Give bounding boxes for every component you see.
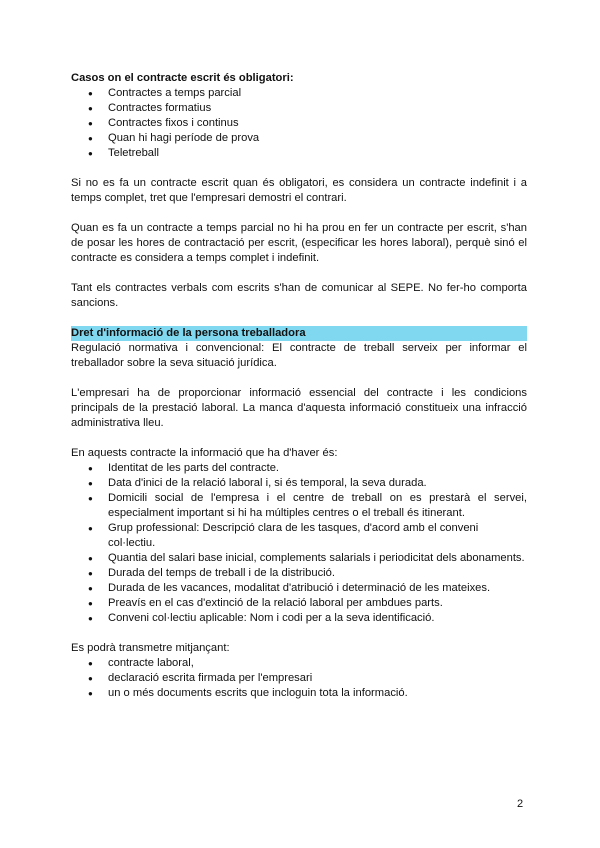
list-item: ● Identitat de les parts del contracte. — [71, 461, 527, 476]
list-item: ● Contractes formatius — [71, 101, 527, 116]
list-item: ● Quan hi hagi període de prova — [71, 131, 527, 146]
list-item: ● Durada del temps de treball i de la distribució. — [71, 566, 527, 581]
paragraph-no-written-contract: Si no es fa un contracte escrit quan és obligatori, es considera un contracte indefinit i a temps complet, tret que l'empresari demostri el contrari. — [71, 177, 527, 204]
list-item: ● un o més documents escrits que incloguin tota la informació. — [71, 686, 527, 701]
list-item: ● Teletreball — [71, 146, 527, 161]
list-item: ● Quantia del salari base inicial, complements salarials i periodicitat dels abonaments. — [71, 551, 527, 566]
written-contract-cases-list — [71, 86, 527, 161]
list-item: ● Preavís en el cas d'extinció de la relació laboral per ambdues parts. — [71, 596, 527, 611]
paragraph-list-intro: En aquests contracte la informació que ha d'haver és: — [71, 447, 338, 459]
list-item: ● Domicili social de l'empresa i el centre de treball on es prestarà el servei, especialment important si hi ha múltiples centres o el treball és itinerant. — [71, 491, 527, 521]
paragraph-employer-info: L'empresari ha de proporcionar informació essencial del contracte i les condicions principals de la prestació laboral. La manca d'aquesta informació constitueix una infracció administrativa lleu. — [71, 387, 527, 429]
list-item: ● contracte laboral, — [71, 656, 527, 671]
transmit-methods-list — [71, 656, 527, 701]
paragraph-transmit-intro: Es podrà transmetre mitjançant: — [71, 642, 230, 654]
list-item: ● Durada de les vacances, modalitat d'atribució i determinació de les mateixes. — [71, 581, 527, 596]
list-item: ● Contractes fixos i continus — [71, 116, 527, 131]
required-information-list — [71, 461, 527, 626]
section-heading-information-right: Dret d'informació de la persona treballadora — [71, 326, 527, 341]
list-item: ● Contractes a temps parcial — [71, 86, 527, 101]
list-item: ● declaració escrita firmada per l'empresari — [71, 671, 527, 686]
section-heading-written-contract: Casos on el contracte escrit és obligatori: — [71, 72, 294, 84]
list-item: ● Data d'inici de la relació laboral i, si és temporal, la seva durada. — [71, 476, 527, 491]
page-number: 2 — [517, 798, 524, 810]
page-content — [71, 71, 527, 701]
list-item: ● Conveni col·lectiu aplicable: Nom i codi per a la seva identificació. — [71, 611, 527, 626]
list-item: ● Grup professional: Descripció clara de les tasques, d'acord amb el conveni col·lectiu. — [71, 521, 527, 551]
paragraph-part-time: Quan es fa un contracte a temps parcial no hi ha prou en fer un contracte per escrit, s'han de posar les hores de contractació per escrit, (especificar les hores laboral), perquè sinó el contracte es considera a temps complet i indefinit. — [71, 222, 527, 264]
paragraph-sepe: Tant els contractes verbals com escrits s'han de comunicar al SEPE. No fer-ho comporta sancions. — [71, 282, 527, 309]
paragraph-regulation: Regulació normativa i convencional: El contracte de treball serveix per informar el treballador sobre la seva situació jurídica. — [71, 342, 527, 369]
